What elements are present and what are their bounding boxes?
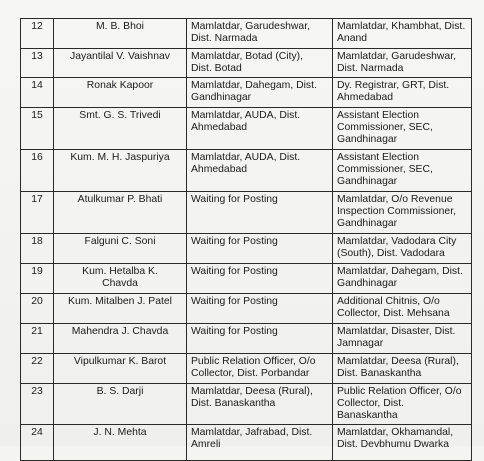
new-posting-cell-text: Assistant Election Commissioner, SEC, Gandhinagar	[337, 110, 433, 145]
serial-number-cell-text: 24	[31, 427, 43, 438]
new-posting-cell	[333, 150, 472, 192]
officer-name-cell	[54, 49, 187, 78]
table-row	[21, 108, 472, 150]
present-posting-cell-text: Mamlatdar, Jafrabad, Dist. Amreli	[191, 427, 313, 450]
serial-number-cell	[21, 324, 54, 354]
present-posting-cell	[187, 384, 333, 425]
new-posting-cell-text: Mamlatdar, Okhamandal, Dist. Devbhumu Dwarka	[337, 427, 454, 450]
table-body	[21, 19, 472, 461]
officer-name-cell-text: Kum. Mitalben J. Patel	[68, 296, 172, 307]
new-posting-cell-text: Public Relation Officer, O/o Collector, Dist. Banaskantha	[337, 386, 462, 421]
serial-number-cell-text: 14	[31, 80, 43, 91]
serial-number-cell	[21, 108, 54, 150]
new-posting-cell	[333, 49, 472, 78]
officer-name-cell-text: Kum. M. H. Jaspuriya	[70, 152, 170, 163]
serial-number-cell	[21, 294, 54, 324]
officer-name-cell-text: J. N. Mehta	[93, 427, 147, 438]
officer-name-cell-text: M. B. Bhoi	[96, 21, 144, 32]
officer-name-cell	[54, 78, 187, 108]
officer-name-cell-text: Smt. G. S. Trivedi	[79, 110, 161, 121]
present-posting-cell-text: Waiting for Posting	[191, 326, 278, 337]
serial-number-cell	[21, 150, 54, 192]
present-posting-cell	[187, 425, 333, 461]
new-posting-cell-text: Mamlatdar, Khambhat, Dist. Anand	[337, 21, 466, 44]
officer-name-cell	[54, 294, 187, 324]
officer-name-cell	[54, 108, 187, 150]
new-posting-cell-text: Mamlatdar, Dahegam, Dist. Gandhinagar	[337, 266, 463, 289]
present-posting-cell	[187, 108, 333, 150]
present-posting-cell	[187, 19, 333, 49]
officer-name-cell-text: B. S. Darji	[96, 386, 144, 397]
new-posting-cell-text: Assistant Election Commissioner, SEC, Gandhinagar	[337, 152, 433, 187]
serial-number-cell-text: 12	[31, 21, 43, 32]
new-posting-cell	[333, 294, 472, 324]
present-posting-cell-text: Mamlatdar, Botad (City), Dist. Botad	[191, 51, 304, 74]
table-row	[21, 354, 472, 384]
serial-number-cell	[21, 78, 54, 108]
officer-name-cell-text: Atulkumar P. Bhati	[77, 194, 163, 205]
present-posting-cell	[187, 324, 333, 354]
present-posting-cell-text: Waiting for Posting	[191, 296, 278, 307]
present-posting-cell-text: Mamlatdar, AUDA, Dist. Ahmedabad	[191, 110, 301, 133]
officer-name-cell-text: Vipulkumar K. Barot	[73, 356, 167, 367]
table-row	[21, 19, 472, 49]
present-posting-cell	[187, 234, 333, 264]
serial-number-cell-text: 18	[31, 236, 43, 247]
officer-name-cell-text: Falguni C. Soni	[84, 236, 156, 247]
serial-number-cell-text: 23	[31, 386, 43, 397]
new-posting-cell-text: Mamlatdar, Garudeshwar, Dist. Narmada	[337, 51, 456, 74]
transfer-orders-table	[20, 18, 472, 461]
serial-number-cell-text: 17	[31, 194, 43, 205]
new-posting-cell	[333, 108, 472, 150]
officer-name-cell	[54, 425, 187, 461]
serial-number-cell	[21, 192, 54, 234]
serial-number-cell	[21, 384, 54, 425]
serial-number-cell	[21, 234, 54, 264]
officer-name-cell	[54, 354, 187, 384]
present-posting-cell-text: Waiting for Posting	[191, 194, 278, 205]
new-posting-cell	[333, 354, 472, 384]
table-row	[21, 294, 472, 324]
officer-name-cell-text: Ronak Kapoor	[86, 80, 154, 91]
officer-name-cell-text: Jayantilal V. Vaishnav	[70, 51, 170, 62]
new-posting-cell-text: Dy. Registrar, GRT, Dist. Ahmedabad	[337, 80, 450, 103]
present-posting-cell-text: Mamlatdar, AUDA, Dist. Ahmedabad	[191, 152, 301, 175]
new-posting-cell-text: Mamlatdar, Disaster, Dist. Jamnagar	[337, 326, 456, 349]
new-posting-cell	[333, 264, 472, 294]
new-posting-cell-text: Mamlatdar, Deesa (Rural), Dist. Banaskantha	[337, 356, 459, 379]
serial-number-cell	[21, 425, 54, 461]
table-row	[21, 425, 472, 461]
new-posting-cell	[333, 234, 472, 264]
present-posting-cell	[187, 294, 333, 324]
table-row	[21, 150, 472, 192]
table-row	[21, 78, 472, 108]
serial-number-cell	[21, 264, 54, 294]
new-posting-cell-text: Mamlatdar, O/o Revenue Inspection Commissioner, Gandhinagar	[337, 194, 456, 229]
serial-number-cell-text: 20	[31, 296, 43, 307]
present-posting-cell	[187, 192, 333, 234]
new-posting-cell-text: Additional Chitnis, O/o Collector, Dist. Mehsana	[337, 296, 450, 319]
serial-number-cell-text: 21	[31, 326, 43, 337]
present-posting-cell-text: Mamlatdar, Garudeshwar, Dist. Narmada	[191, 21, 310, 44]
new-posting-cell	[333, 324, 472, 354]
present-posting-cell	[187, 150, 333, 192]
officer-name-cell	[54, 192, 187, 234]
serial-number-cell	[21, 19, 54, 49]
table-row	[21, 234, 472, 264]
present-posting-cell	[187, 49, 333, 78]
table-row	[21, 324, 472, 354]
officer-name-cell	[54, 324, 187, 354]
new-posting-cell	[333, 78, 472, 108]
officer-name-cell-text: Kum. Hetalba K. Chavda	[82, 266, 158, 289]
serial-number-cell-text: 16	[31, 152, 43, 163]
officer-name-cell	[54, 150, 187, 192]
new-posting-cell	[333, 19, 472, 49]
new-posting-cell-text: Mamlatdar, Vadodara City (South), Dist. Vadodara	[337, 236, 457, 259]
new-posting-cell	[333, 192, 472, 234]
officer-name-cell-text: Mahendra J. Chavda	[71, 326, 169, 337]
serial-number-cell	[21, 354, 54, 384]
officer-name-cell	[54, 19, 187, 49]
present-posting-cell-text: Public Relation Officer, O/o Collector, Dist. Porbandar	[191, 356, 316, 379]
serial-number-cell-text: 19	[31, 266, 43, 277]
present-posting-cell	[187, 78, 333, 108]
present-posting-cell-text: Waiting for Posting	[191, 266, 278, 277]
table-row	[21, 264, 472, 294]
serial-number-cell-text: 22	[31, 356, 43, 367]
officer-name-cell	[54, 264, 187, 294]
table-row	[21, 192, 472, 234]
present-posting-cell-text: Waiting for Posting	[191, 236, 278, 247]
table-row	[21, 384, 472, 425]
present-posting-cell-text: Mamlatdar, Deesa (Rural), Dist. Banaskantha	[191, 386, 313, 409]
serial-number-cell-text: 13	[31, 51, 43, 62]
table-row	[21, 49, 472, 78]
present-posting-cell	[187, 264, 333, 294]
new-posting-cell	[333, 425, 472, 461]
serial-number-cell	[21, 49, 54, 78]
present-posting-cell-text: Mamlatdar, Dahegam, Dist. Gandhinagar	[191, 80, 317, 103]
present-posting-cell	[187, 354, 333, 384]
officer-name-cell	[54, 384, 187, 425]
new-posting-cell	[333, 384, 472, 425]
officer-name-cell	[54, 234, 187, 264]
serial-number-cell-text: 15	[31, 110, 43, 121]
